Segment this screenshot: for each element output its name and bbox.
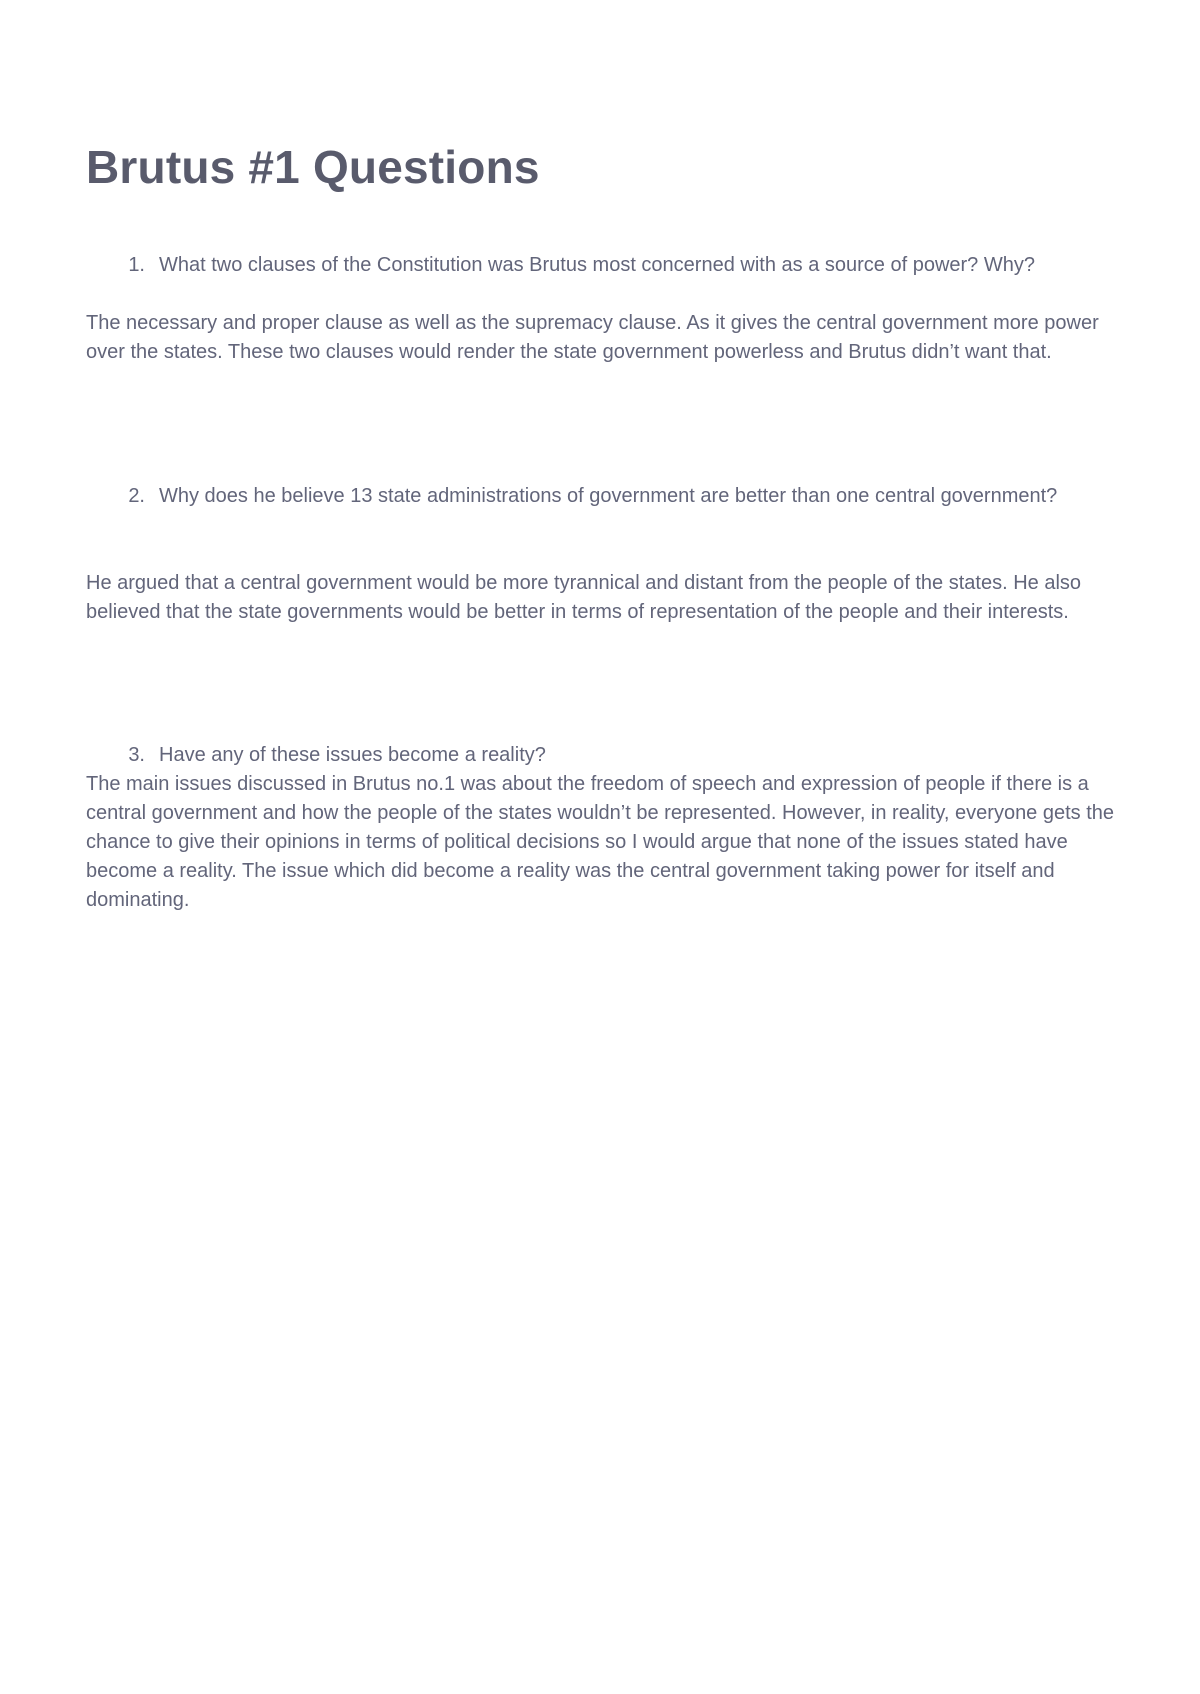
question-number: 1. (128, 254, 145, 276)
question-2 (118, 482, 1078, 511)
question-text: Have any of these issues become a reality? (159, 744, 546, 766)
question-3 (118, 741, 1078, 770)
question-1 (118, 251, 1078, 280)
question-number: 2. (128, 485, 145, 507)
question-text: Why does he believe 13 state administrations of government are better than one central government? (159, 485, 1058, 507)
answer-3: The main issues discussed in Brutus no.1 was about the freedom of speech and expression of people if there is a central government and how the people of the states wouldn’t be represented. However, in reality, everyone gets the chance to give their opinions in terms of political decisions so I would argue that none of the issues stated have become a reality. The issue which did become a reality was the central government taking power for itself and dominating. (86, 773, 1115, 911)
question-number: 3. (128, 744, 145, 766)
page-title: Brutus #1 Questions (86, 141, 540, 193)
question-text: What two clauses of the Constitution was Brutus most concerned with as a source of power? Why? (159, 254, 1035, 276)
answer-2: He argued that a central government would be more tyrannical and distant from the people of the states. He also believed that the state governments would be better in terms of representation of the people and their interests. (86, 572, 1082, 623)
answer-1: The necessary and proper clause as well as the supremacy clause. As it gives the central government more power over the states. These two clauses would render the state government powerless and Brutus didn’t want that. (86, 312, 1099, 363)
